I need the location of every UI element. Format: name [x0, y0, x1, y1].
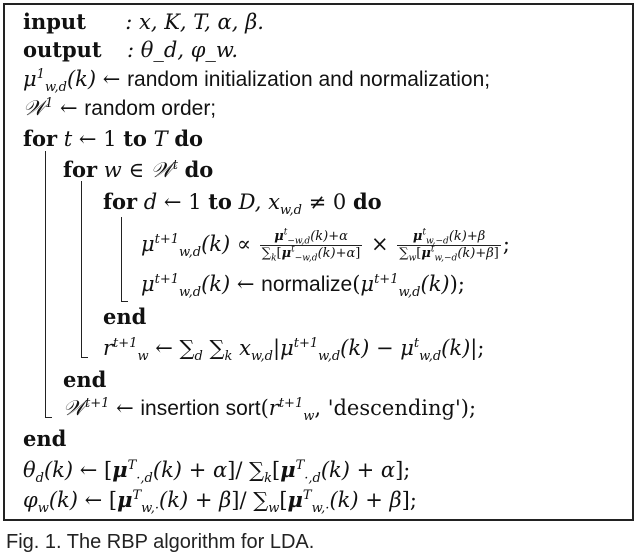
end-for-d: end — [103, 304, 147, 329]
update-line: $\mu^{t+1}_{w,d}(k)$ ∝ $\frac{\mu^t_{-w,d}(k)+\alpha}{\sum_k[\mu^t_{-w,d}(k)+\alpha]}$ × $\frac{\mu^t_{w,-d}(k)+\beta}{\sum_w[\mu^t_{w,-d}(k)+\beta]}$ ; — [141, 227, 510, 264]
output-keyword: output — [23, 37, 102, 62]
scope-for-d — [121, 217, 122, 301]
sort-line: 𝒲$^{t+1}$ ← insertion $sort(r^{t+1}_w$, 'descending'); — [63, 396, 477, 425]
input-args: : x, K, T, α, β. — [125, 10, 264, 34]
order-text: random order; — [84, 97, 217, 120]
fraction-document: $\frac{\mu^t_{-w,d}(k)+\alpha}{\sum_k[\mu^t_{-w,d}(k)+\alpha]}$ — [261, 227, 361, 264]
algorithm-box — [3, 3, 634, 521]
input-line — [23, 9, 264, 35]
end-for-t: end — [23, 426, 67, 451]
input-keyword: input — [23, 9, 86, 34]
end-for-w: end — [63, 367, 107, 392]
output-args: : θ_d, φ_w. — [127, 38, 239, 62]
fraction-word: $\frac{\mu^t_{w,-d}(k)+\beta}{\sum_w[\mu^t_{w,-d}(k)+\beta]}$ — [399, 227, 499, 264]
for-t-line: for t ← 1 to T do — [23, 126, 204, 151]
for-w-line: for w ∈ 𝒲$^t$ do — [63, 157, 214, 182]
phi-line: $\varphi_w(k)$ ← $[\mu^T_{w,\cdot}(k) + \beta]/$ $\sum_w[\mu^T_{w,\cdot}(k) + \beta]$; — [23, 487, 417, 517]
theta-line: $\theta_d(k)$ ← $[\mu^T_{\cdot,d}(k) + \alpha]/$ $\sum_k[\mu^T_{\cdot,d}(k) + \alpha]$; — [23, 457, 411, 487]
scope-for-t — [45, 151, 46, 417]
figure-caption: Fig. 1. The RBP algorithm for LDA. — [6, 531, 315, 553]
insertion-sort-text: insertion sort — [140, 397, 261, 420]
for-d-line: for d ← 1 to D, $x_{w,d} \ne 0$ do — [103, 189, 382, 219]
normalize-text: normalize — [261, 273, 353, 296]
normalize-line: $\mu^{t+1}_{w,d}(k)$ ← $normalize(\mu^{t+1}_{w,d}(k))$; — [141, 272, 465, 301]
residual-line: $r^{t+1}_w$ ← $\sum_d$ $\sum_k$ $x_{w,d}|\mu^{t+1}_{w,d}(k) - \mu^t_{w,d}(k)|$; — [103, 336, 485, 365]
init-text: random initialization and normalization; — [127, 68, 491, 91]
scope-for-w — [81, 181, 82, 357]
order-line: 𝒲$^1$ ← random order; — [23, 96, 217, 120]
descending-arg: 'descending' — [327, 396, 461, 420]
output-line — [23, 37, 238, 63]
init-line: $\mu^1_{w,d}(k)$ ← random initialization and normalization; — [23, 67, 491, 96]
